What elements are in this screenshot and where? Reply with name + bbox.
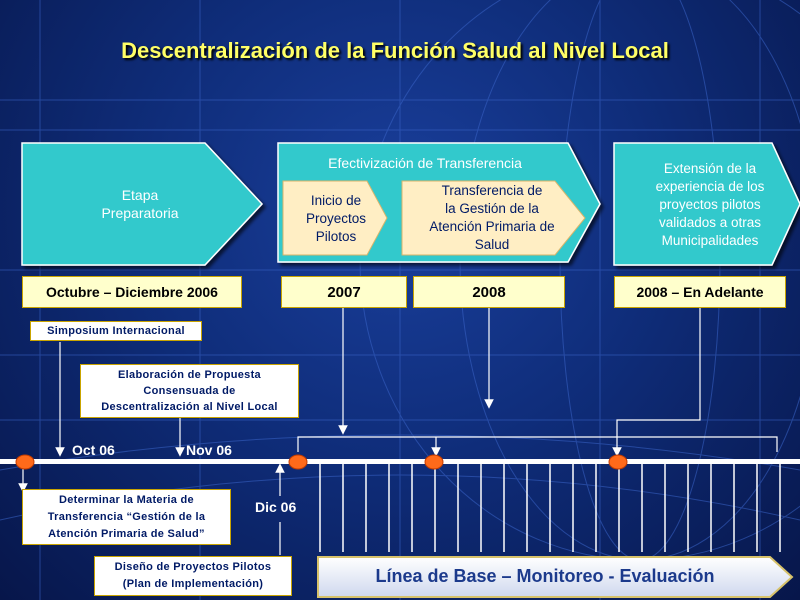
etapa-label: Etapa Preparatoria [101, 187, 179, 221]
period-2008: 2008 [413, 276, 565, 308]
inicio-label: Inicio de Proyectos Pilotos [305, 193, 367, 244]
banner-label: Línea de Base – Monitoreo - Evaluación [375, 566, 715, 586]
date-dic-06: Dic 06 [255, 499, 297, 515]
note-elaboracion: Elaboración de Propuesta Consensuada de Descentralización al Nivel Local [80, 364, 299, 418]
note-determinar: Determinar la Materia de Transferencia “Gestión de la Atención Primaria de Salud” [22, 489, 231, 545]
connector-2008-adelante [617, 308, 700, 452]
date-oct-06: Oct 06 [72, 442, 115, 458]
milestone-marker [425, 455, 443, 469]
milestone-marker [289, 455, 307, 469]
note-simposium: Simposium Internacional [30, 321, 202, 341]
timeline-ticks [320, 464, 780, 552]
timeline-bar [0, 459, 800, 464]
transferencia-label: Transferencia de la Gestión de la Atención Primaria de Salud [429, 183, 555, 252]
period-2007: 2007 [281, 276, 407, 308]
extension-label: Extensión de la experiencia de los proyectos pilotos validados a otras Municipalidades [655, 161, 765, 248]
milestone-marker [609, 455, 627, 469]
page-title: Descentralización de la Función Salud al Nivel Local [121, 38, 669, 63]
efectivizacion-label: Efectivización de Transferencia [328, 155, 522, 171]
note-diseno: Diseño de Proyectos Pilotos (Plan de Implementación) [94, 556, 292, 596]
period-2008-en-adelante: 2008 – En Adelante [614, 276, 786, 308]
period-oct-dic-2006: Octubre – Diciembre 2006 [22, 276, 242, 308]
milestone-marker [16, 455, 34, 469]
date-nov-06: Nov 06 [186, 442, 232, 458]
bracket-2007 [298, 437, 777, 452]
